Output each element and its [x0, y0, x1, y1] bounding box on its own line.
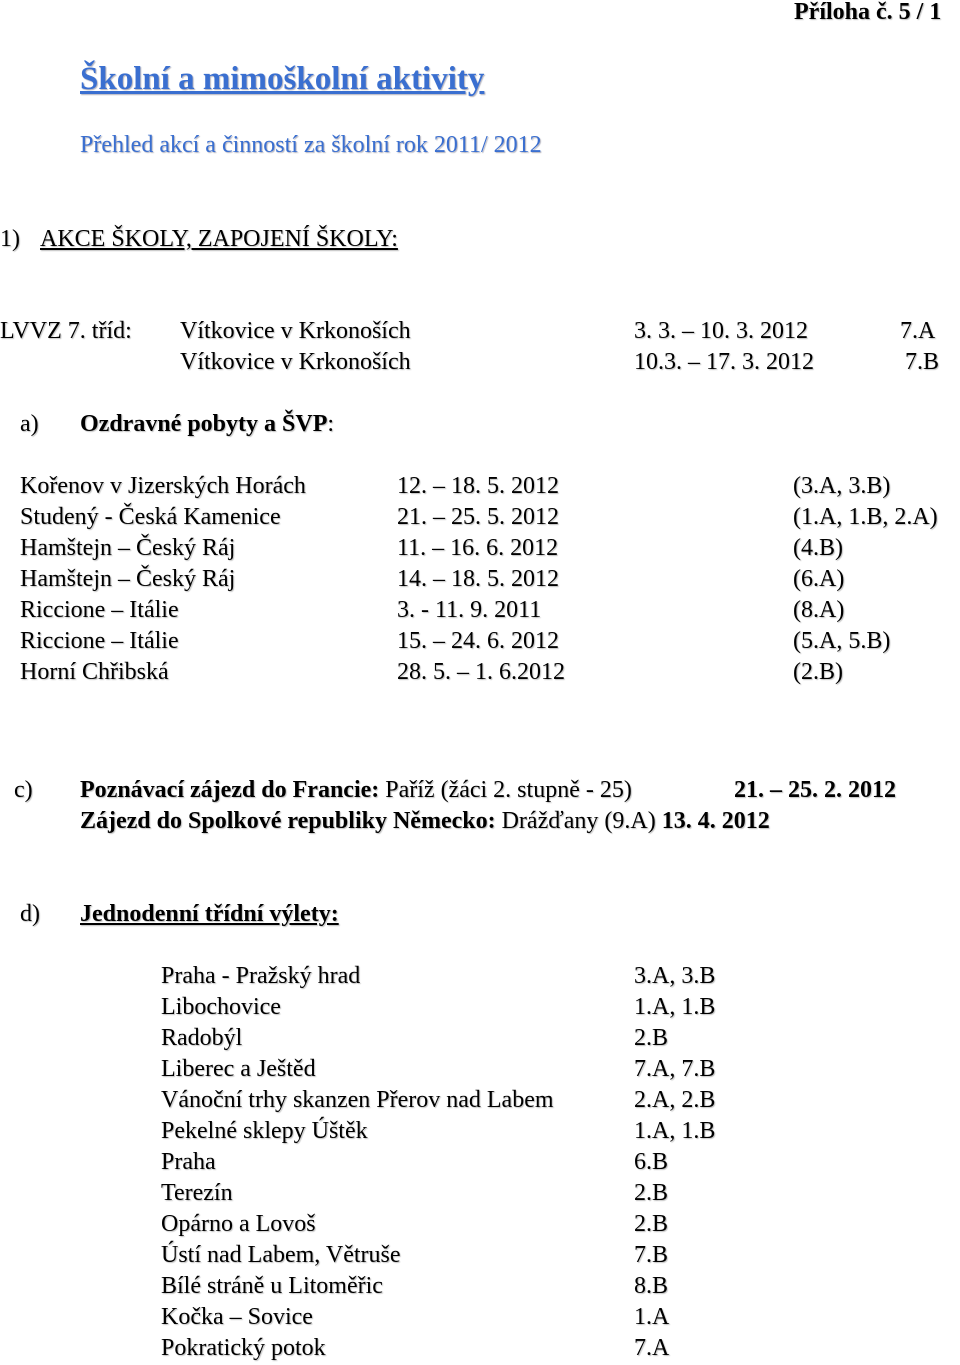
lvvz-class: 7.B — [905, 349, 940, 375]
trip-germany-detail: Drážďany (9.A) — [495, 808, 656, 834]
stay-place: Hamštejn – Český Ráj — [20, 535, 236, 561]
stay-place: Riccione – Itálie — [20, 597, 179, 623]
trip-class: 7.A — [634, 1335, 670, 1361]
trip-class: 2.B — [634, 1025, 669, 1051]
trip-class: 1.A, 1.B — [634, 994, 716, 1020]
trip-place: Libochovice — [161, 994, 281, 1020]
trip-france-date: 21. – 25. 2. 2012 — [734, 777, 896, 803]
lvvz-dates: 10.3. – 17. 3. 2012 — [634, 349, 814, 375]
trip-place: Praha — [161, 1149, 216, 1175]
stay-class: (4.B) — [793, 535, 843, 561]
trip-place: Kočka – Sovice — [161, 1304, 313, 1330]
trip-place: Vánoční trhy skanzen Přerov nad Labem — [161, 1087, 554, 1113]
trip-france-detail: Paříž (žáci 2. stupně - 25) — [379, 777, 632, 803]
trip-place: Radobýl — [161, 1025, 243, 1051]
section-a-heading — [80, 410, 334, 438]
trip-class: 2.A, 2.B — [634, 1087, 716, 1113]
stay-dates: 14. – 18. 5. 2012 — [397, 566, 559, 592]
trip-place: Bílé stráně u Litoměřic — [161, 1273, 383, 1299]
trip-class: 7.A, 7.B — [634, 1056, 716, 1082]
section-a-colon: : — [327, 411, 335, 437]
trip-germany-title: Zájezd do Spolkové republiky Německo: — [80, 808, 496, 834]
stay-class: (5.A, 5.B) — [793, 628, 891, 654]
trip-place: Praha - Pražský hrad — [161, 963, 361, 989]
section-a-letter: a) — [20, 411, 39, 437]
lvvz-class: 7.A — [900, 318, 936, 344]
trip-class: 3.A, 3.B — [634, 963, 716, 989]
trip-place: Ústí nad Labem, Větruše — [161, 1242, 401, 1268]
stay-dates: 28. 5. – 1. 6.2012 — [397, 659, 565, 685]
annex-label: Příloha č. 5 / 1 — [794, 0, 942, 25]
trip-place: Terezín — [161, 1180, 233, 1206]
section-d-heading: Jednodenní třídní výlety: — [80, 901, 339, 927]
stay-dates: 21. – 25. 5. 2012 — [397, 504, 559, 530]
section-a-heading-text: Ozdravné pobyty a ŠVP — [80, 411, 328, 437]
trip-france — [80, 776, 632, 804]
trip-class: 1.A, 1.B — [634, 1118, 716, 1144]
stay-class: (2.B) — [793, 659, 843, 685]
trip-place: Liberec a Ještěd — [161, 1056, 316, 1082]
trip-place: Opárno a Lovoš — [161, 1211, 316, 1237]
stay-place: Kořenov v Jizerských Horách — [20, 473, 306, 499]
lvvz-place: Vítkovice v Krkonoších — [180, 349, 411, 375]
trip-class: 7.B — [634, 1242, 669, 1268]
stay-dates: 11. – 16. 6. 2012 — [397, 535, 559, 561]
trip-class: 8.B — [634, 1273, 669, 1299]
page-title: Školní a mimoškolní aktivity — [80, 61, 485, 97]
trip-class: 6.B — [634, 1149, 669, 1175]
page-subtitle: Přehled akcí a činností za školní rok 2011/ 2012 — [80, 132, 542, 158]
section-c-letter: c) — [14, 777, 33, 803]
lvvz-label: LVVZ 7. tříd: — [0, 318, 132, 344]
trip-place: Pokratický potok — [161, 1335, 326, 1361]
stay-place: Studený - Česká Kamenice — [20, 504, 281, 530]
stay-class: (8.A) — [793, 597, 845, 623]
trip-germany-date: 13. 4. 2012 — [655, 808, 770, 834]
trip-class: 2.B — [634, 1211, 669, 1237]
section1-heading: AKCE ŠKOLY, ZAPOJENÍ ŠKOLY: — [40, 226, 398, 252]
stay-class: (1.A, 1.B, 2.A) — [793, 504, 938, 530]
stay-dates: 3. - 11. 9. 2011 — [397, 597, 542, 623]
trip-germany — [80, 807, 770, 835]
stay-class: (6.A) — [793, 566, 845, 592]
section-d-letter: d) — [20, 901, 40, 927]
stay-place: Horní Chřibská — [20, 659, 169, 685]
lvvz-place: Vítkovice v Krkonoších — [180, 318, 411, 344]
stay-class: (3.A, 3.B) — [793, 473, 891, 499]
stay-dates: 15. – 24. 6. 2012 — [397, 628, 559, 654]
trip-class: 2.B — [634, 1180, 669, 1206]
trip-place: Pekelné sklepy Úštěk — [161, 1118, 368, 1144]
stay-place: Riccione – Itálie — [20, 628, 179, 654]
section1-number: 1) — [0, 226, 20, 252]
trip-france-title: Poznávací zájezd do Francie: — [80, 777, 380, 803]
stay-place: Hamštejn – Český Ráj — [20, 566, 236, 592]
stay-dates: 12. – 18. 5. 2012 — [397, 473, 559, 499]
trip-class: 1.A — [634, 1304, 670, 1330]
lvvz-dates: 3. 3. – 10. 3. 2012 — [634, 318, 808, 344]
